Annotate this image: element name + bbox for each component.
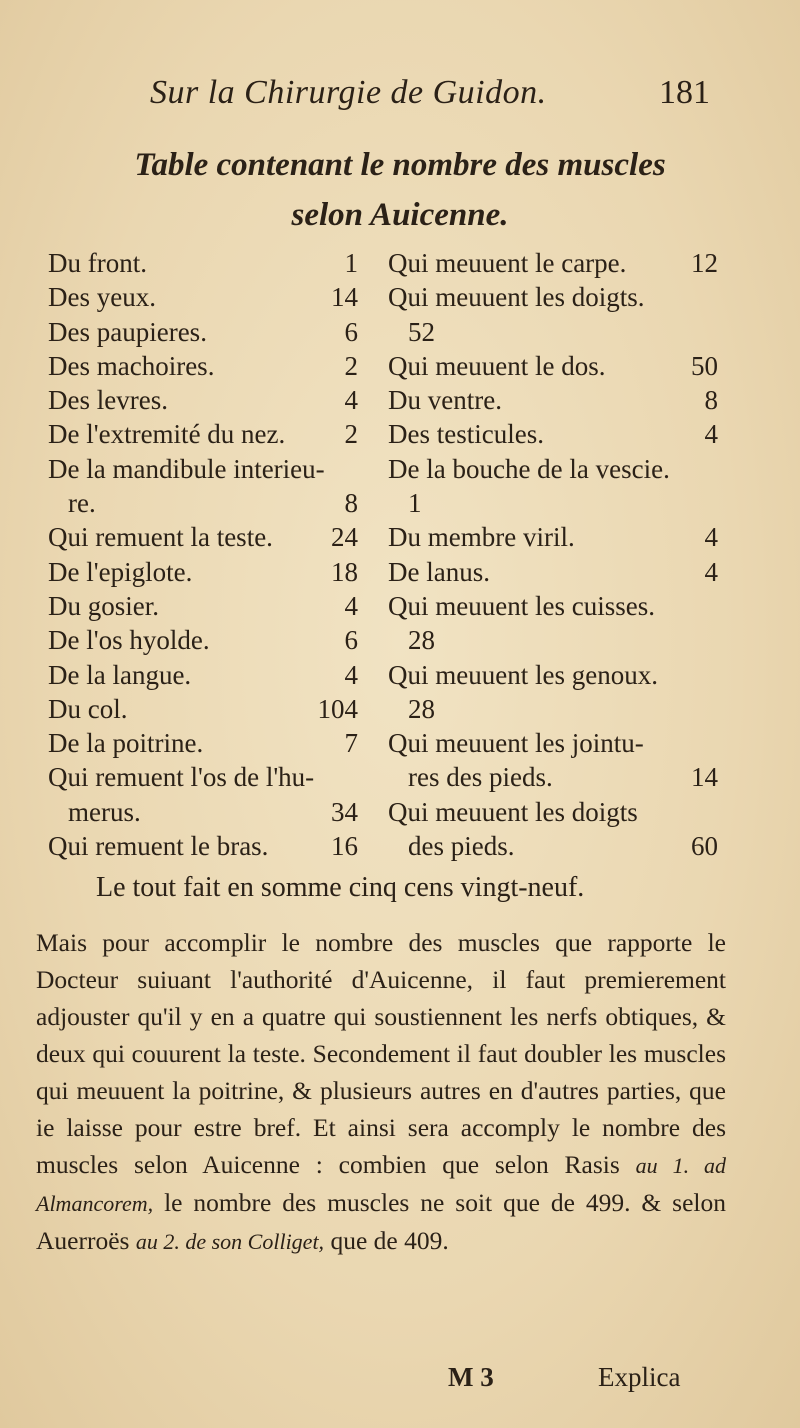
muscle-group-label: merus. [68,796,141,827]
table-row [48,280,358,314]
table-row [48,760,358,794]
page-number: 181 [659,74,710,111]
table-row [48,486,358,520]
table-row [388,795,718,829]
muscle-count: 4 [704,522,718,553]
muscle-group-label: Qui meuuent les genoux. [388,659,658,690]
muscle-group-label: De l'extremité du nez. [48,419,286,450]
paragraph-text: Mais pour accomplir le nombre des muscles que rapporte le Docteur suiuant l'authorité d'Auicenne, il faut premierement adjouster qu'il y en a quatre qui soustiennent les nerfs obtiques, & deux qui couurent la teste. Secondement il faut doubler les muscles qui meuuent la poitrine, & plusieurs autres en d'autres parties, que ie laisse pour estre bref. Et ainsi sera accomply le nombre des muscles selon Auicenne : combien que selon Rasis [36,928,726,1179]
muscle-group-label: 28 [408,625,435,656]
muscle-group-label: De l'epiglote. [48,556,193,587]
muscle-group-label: des pieds. [408,831,515,862]
table-row [388,452,718,486]
table-row [388,417,718,451]
table-row [388,692,718,726]
muscle-count: 34 [331,796,358,827]
muscle-count: 6 [344,625,358,656]
table-row [388,315,718,349]
muscle-count: 8 [344,488,358,519]
muscle-count: 24 [331,522,358,553]
muscle-group-label: Qui remuent l'os de l'hu- [48,762,315,793]
table-row [48,829,358,863]
muscle-group-label: De la bouche de la vescie. [388,453,670,484]
muscle-count: 4 [344,659,358,690]
table-row [388,520,718,554]
table-row [48,315,358,349]
table-row [48,589,358,623]
muscle-group-label: De la langue. [48,659,192,690]
table-row [388,555,718,589]
table-row [388,658,718,692]
table-row [48,726,358,760]
table-row [48,452,358,486]
table-row [48,349,358,383]
muscle-group-label: De l'os hyolde. [48,625,210,656]
paragraph-text-3: que de 409. [330,1226,449,1255]
table-row [388,349,718,383]
muscle-count: 1 [344,248,358,278]
table-row [388,280,718,314]
muscle-group-label: Du membre viril. [388,522,575,553]
muscle-group-label: Des yeux. [48,282,156,313]
table-row [48,692,358,726]
table-title-line-1: Table contenant le nombre des muscles [134,147,666,183]
muscle-group-label: res des pieds. [408,762,553,793]
table-title-line-2: selon Auicenne. [291,197,509,233]
muscle-group-label: De la poitrine. [48,728,204,759]
muscle-group-label: Qui meuuent les doigts. [388,282,645,313]
muscle-group-label: Des levres. [48,385,168,416]
muscle-group-label: 28 [408,693,435,724]
table-row [388,829,718,863]
muscle-count: 104 [317,693,358,724]
muscle-count: 14 [331,282,358,313]
paragraph-text-2: le nombre des muscles ne soit que de 499. & selon Auerroës [36,1188,727,1255]
body-paragraph [36,924,726,1260]
table-row [48,417,358,451]
muscle-count: 4 [704,556,718,587]
muscle-group-label: Du col. [48,693,128,724]
muscle-count: 12 [691,248,718,278]
muscle-group-label: Qui meuuent le carpe. [388,248,627,278]
muscle-count: 4 [344,590,358,621]
table-row [48,246,358,280]
running-title: Sur la Chirurgie de Guidon. [150,74,547,111]
table-row [48,623,358,657]
muscle-group-label: 1 [408,488,422,519]
table-title [60,140,740,240]
table-row [388,383,718,417]
reference-auerroes: au 2. de son Colliget, [135,1229,325,1254]
muscle-group-label: Qui meuuent les cuisses. [388,590,655,621]
muscle-count: 18 [331,556,358,587]
table-row [388,623,718,657]
catchword: Explica [598,1362,681,1392]
muscle-count: 7 [344,728,358,759]
muscle-count: 2 [344,350,358,381]
muscle-count: 14 [691,762,718,793]
table-row [388,486,718,520]
table-row [388,726,718,760]
table-row [388,246,718,280]
table-left-column [48,246,358,863]
muscle-group-label: De la mandibule interieu- [48,453,325,484]
muscle-group-label: De lanus. [388,556,490,587]
reference-rasis: au 1. ad Almancorem, [36,1153,727,1216]
muscle-group-label: Qui remuent la teste. [48,522,273,553]
muscle-group-label: Des testicules. [388,419,544,450]
muscle-count: 2 [344,419,358,450]
muscle-group-label: Qui meuuent les doigts [388,796,638,827]
muscle-group-label: Qui meuuent le dos. [388,350,606,381]
page-footer [0,1362,800,1402]
table-row [48,383,358,417]
muscle-group-label: Du gosier. [48,590,159,621]
muscle-group-label: Des machoires. [48,350,215,381]
muscle-group-label: Du front. [48,248,147,278]
table-row [48,520,358,554]
muscle-count: 8 [704,385,718,416]
muscle-group-label: Des paupieres. [48,316,207,347]
muscle-group-label: Qui remuent le bras. [48,831,269,862]
muscle-group-label: Qui meuuent les jointu- [388,728,644,759]
muscle-group-label: 52 [408,316,435,347]
muscle-group-label: Du ventre. [388,385,502,416]
summary-line: Le tout fait en somme cinq cens vingt-neuf. [96,872,585,903]
muscle-count: 4 [344,385,358,416]
muscle-count: 4 [704,419,718,450]
table-row [48,658,358,692]
muscle-group-label: re. [68,488,96,519]
table-right-column [388,246,718,863]
table-row [388,589,718,623]
page-header [150,74,710,124]
table-row [388,760,718,794]
table-row [48,555,358,589]
muscle-count: 50 [691,350,718,381]
muscle-count: 16 [331,831,358,862]
muscle-count: 6 [344,316,358,347]
table-row [48,795,358,829]
signature-mark: M 3 [448,1362,494,1392]
muscle-count: 60 [691,831,718,862]
